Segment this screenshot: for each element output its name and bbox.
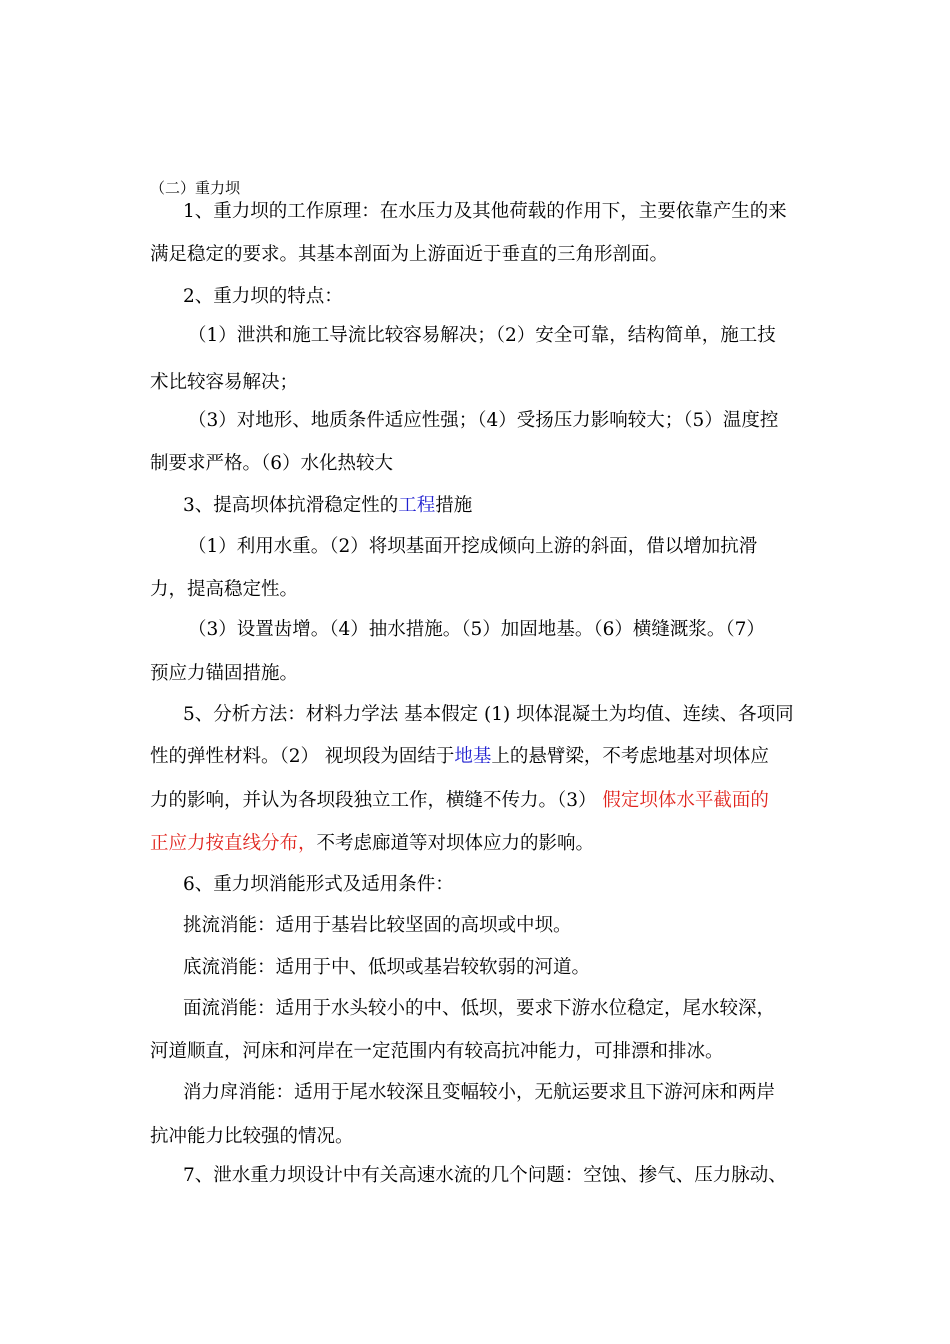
section-heading: （二）重力坝 [150, 179, 241, 197]
paragraph-line: 制要求严格。（6）水化热较大 [150, 453, 394, 474]
text-run: 性的弹性材料。（2） 视坝段为固结于 [150, 746, 455, 767]
paragraph-line: 消力戽消能：适用于尾水较深且变幅较小，无航运要求且下游河床和两岸 [183, 1082, 776, 1103]
highlight-text: 正应力按直线分布， [150, 833, 317, 854]
paragraph-line: 2、重力坝的特点： [183, 286, 343, 307]
paragraph-line [183, 494, 472, 518]
text-run: 3、提高坝体抗滑稳定性的 [183, 495, 399, 516]
paragraph-line: 挑流消能：适用于基岩比较坚固的高坝或中坝。 [183, 915, 572, 936]
paragraph-line: 5、分析方法：材料力学法 基本假定 (1) 坝体混凝土为均值、连续、各项同 [183, 704, 794, 725]
paragraph-line: 底流消能：适用于中、低坝或基岩较软弱的河道。 [183, 957, 591, 978]
paragraph-line: 7、泄水重力坝设计中有关高速水流的几个问题：空蚀、掺气、压力脉动、 [183, 1165, 787, 1186]
paragraph-line: 6、重力坝消能形式及适用条件： [183, 874, 454, 895]
paragraph-line [150, 789, 769, 813]
paragraph-line: 预应力锚固措施。 [150, 663, 299, 684]
paragraph-line: （3）对地形、地质条件适应性强；（4）受扬压力影响较大；（5）温度控 [188, 410, 779, 431]
text-run: 措施 [435, 495, 473, 516]
paragraph-line [150, 832, 594, 856]
paragraph-line [150, 745, 769, 769]
paragraph-line: （1）利用水重。（2）将坝基面开挖成倾向上游的斜面，借以增加抗滑 [188, 536, 758, 557]
link-text[interactable]: 地基 [454, 746, 492, 767]
text-run: 力的影响，并认为各坝段独立工作，横缝不传力。（3） [150, 790, 603, 811]
paragraph-line: （3）设置齿增。（4）抽水措施。（5）加固地基。（6）横缝溉浆。（7） [188, 619, 765, 640]
highlight-text: 假定坝体水平截面的 [602, 790, 769, 811]
paragraph-line: 力，提高稳定性。 [150, 579, 299, 600]
paragraph-line: 河道顺直，河床和河岸在一定范围内有较高抗冲能力，可排漂和排冰。 [150, 1041, 724, 1062]
paragraph-line: 面流消能：适用于水头较小的中、低坝，要求下游水位稳定，尾水较深， [183, 998, 776, 1019]
text-run: 不考虑廊道等对坝体应力的影响。 [316, 833, 595, 854]
link-text[interactable]: 工程 [398, 495, 436, 516]
paragraph-line: 术比较容易解决； [150, 372, 299, 393]
paragraph-line: 1、重力坝的工作原理：在水压力及其他荷载的作用下，主要依靠产生的来 [183, 201, 787, 222]
text-run: 上的悬臂梁，不考虑地基对坝体应 [491, 746, 769, 767]
paragraph-line: 抗冲能力比较强的情况。 [150, 1126, 354, 1147]
paragraph-line: 满足稳定的要求。其基本剖面为上游面近于垂直的三角形剖面。 [150, 244, 669, 265]
paragraph-line: （1）泄洪和施工导流比较容易解决；（2）安全可靠，结构简单，施工技 [188, 325, 776, 346]
